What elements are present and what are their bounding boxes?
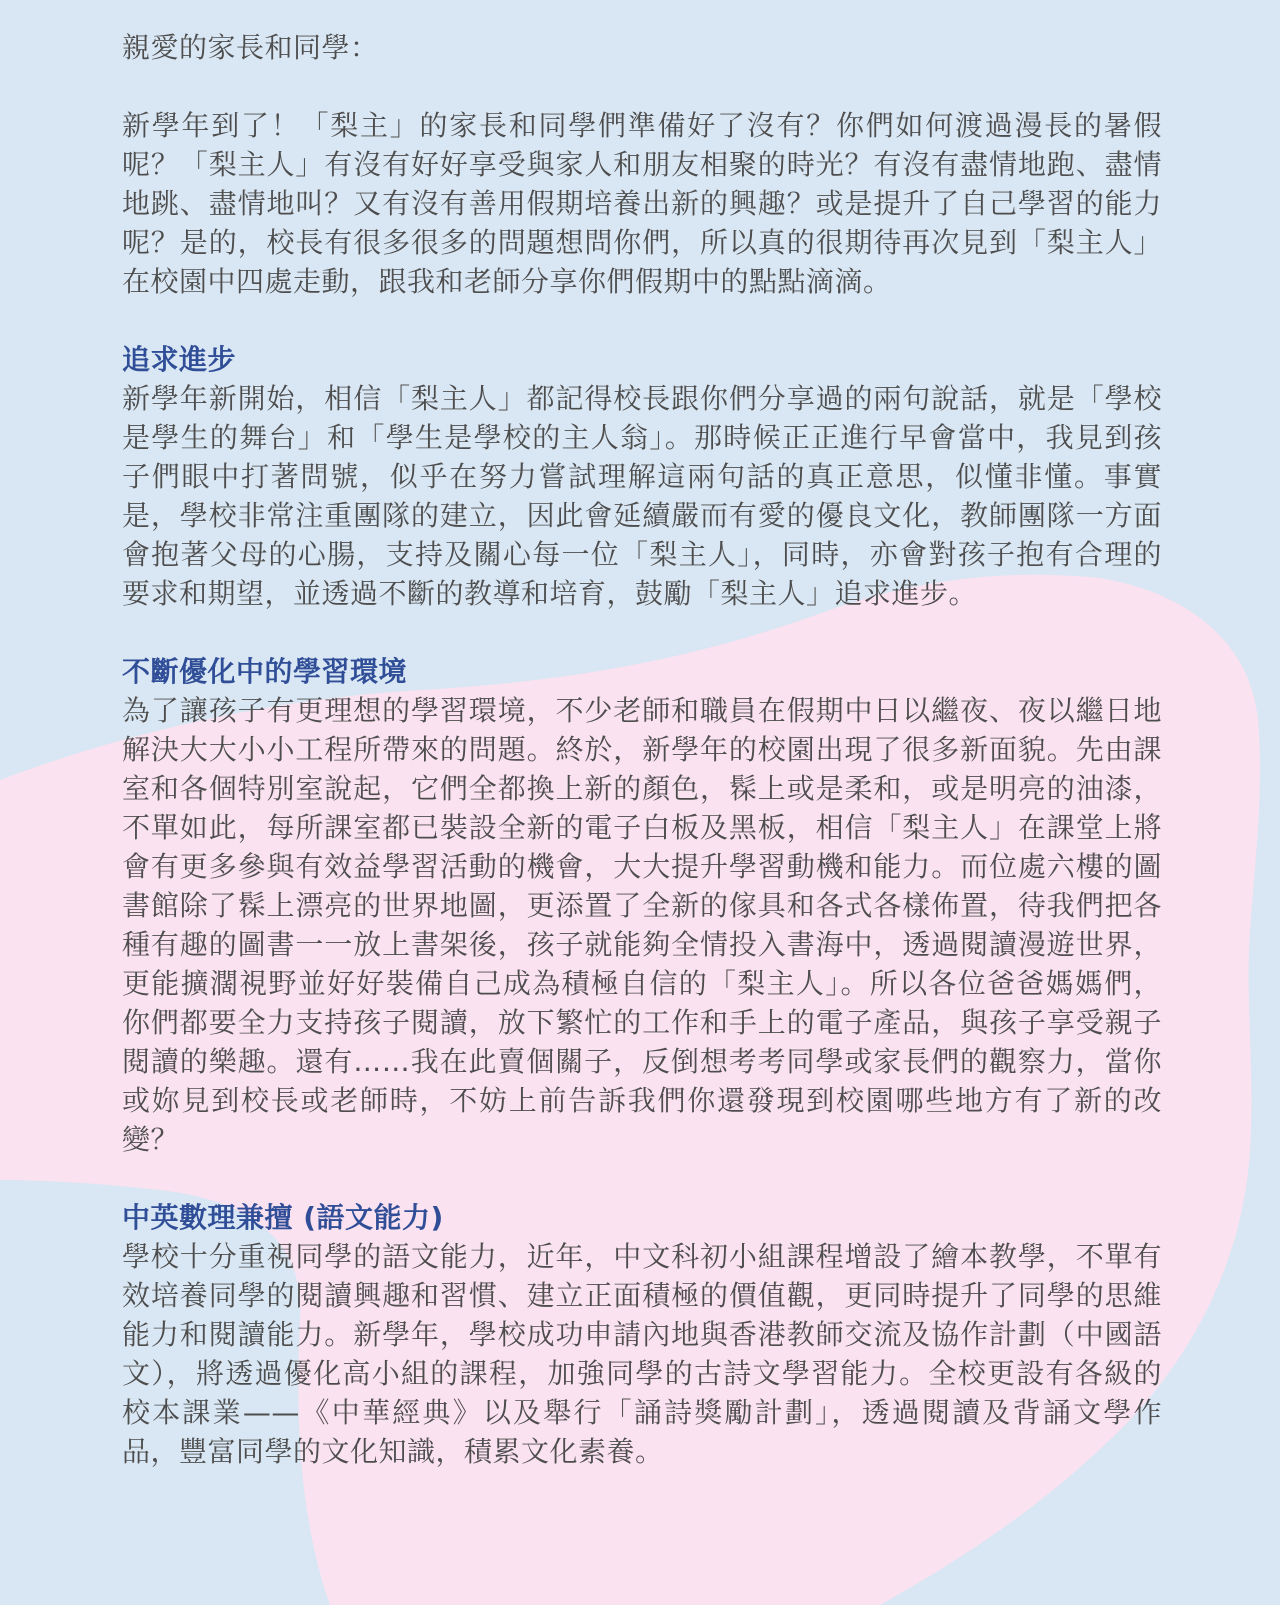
section-body-learning-environment: 為了讓孩子有更理想的學習環境，不少老師和職員在假期中日以繼夜、夜以繼日地解決大大小小工程所帶來的問題。終於，新學年的校園出現了很多新面貌。先由課室和各個特別室說起，它們全都換上新的顏色，髹上或是柔和，或是明亮的油漆，不單如此，每所課室都已裝設全新的電子白板及黑板，相信「梨主人」在課堂上將會有更多參與有效益學習活動的機會，大大提升學習動機和能力。而位處六樓的圖書館除了髹上漂亮的世界地圖，更添置了全新的傢具和各式各樣佈置，待我們把各種有趣的圖書一一放上書架後，孩子就能夠全情投入書海中，透過閱讀漫遊世界，更能擴濶視野並好好裝備自己成為積極自信的「梨主人」。所以各位爸爸媽媽們，你們都要全力支持孩子閱讀，放下繁忙的工作和手上的電子產品，與孩子享受親子閱讀的樂趣。還有……我在此賣個關子，反倒想考考同學或家長們的觀察力，當你或妳見到校長或老師時，不妨上前告訴我們你還發現到校園哪些地方有了新的改變？ (122, 694, 1162, 1156)
section-body-language-ability: 學校十分重視同學的語文能力，近年，中文科初小組課程增設了繪本教學，不單有效培養同學的閱讀興趣和習慣、建立正面積極的價值觀，更同時提升了同學的思維能力和閱讀能力。新學年，學校成功申請內地與香港教師交流及協作計劃（中國語文），將透過優化高小組的課程，加強同學的古詩文學習能力。全校更設有各級的校本課業——《中華經典》以及舉行「誦詩獎勵計劃」，透過閱讀及背誦文學作品，豐富同學的文化知識，積累文化素養。 (122, 1240, 1162, 1468)
section-title-language-ability: 中英數理兼擅 (語文能力) (122, 1201, 444, 1234)
section-title-learning-environment: 不斷優化中的學習環境 (122, 655, 408, 688)
section-title-progress: 追求進步 (122, 343, 237, 376)
letter-greeting: 親愛的家長和同學： (122, 31, 379, 64)
intro-paragraph: 新學年到了！「梨主」的家長和同學們準備好了沒有？你們如何渡過漫長的暑假呢？「梨主人」有沒有好好享受與家人和朋友相聚的時光？有沒有盡情地跑、盡情地跳、盡情地叫？又有沒有善用假期培養出新的興趣？或是提升了自己學習的能力呢？是的，校長有很多很多的問題想問你們，所以真的很期待再次見到「梨主人」在校園中四處走動，跟我和老師分享你們假期中的點點滴滴。 (122, 109, 1162, 298)
letter-content (122, 28, 1162, 1471)
section-body-progress: 新學年新開始，相信「梨主人」都記得校長跟你們分享過的兩句說話，就是「學校是學生的舞台」和「學生是學校的主人翁」。那時候正正進行早會當中，我見到孩子們眼中打著問號，似乎在努力嘗試理解這兩句話的真正意思，似懂非懂。事實是，學校非常注重團隊的建立，因此會延續嚴而有愛的優良文化，教師團隊一方面會抱著父母的心腸，支持及關心每一位「梨主人」，同時，亦會對孩子抱有合理的要求和期望，並透過不斷的教導和培育，鼓勵「梨主人」追求進步。 (122, 382, 1162, 610)
